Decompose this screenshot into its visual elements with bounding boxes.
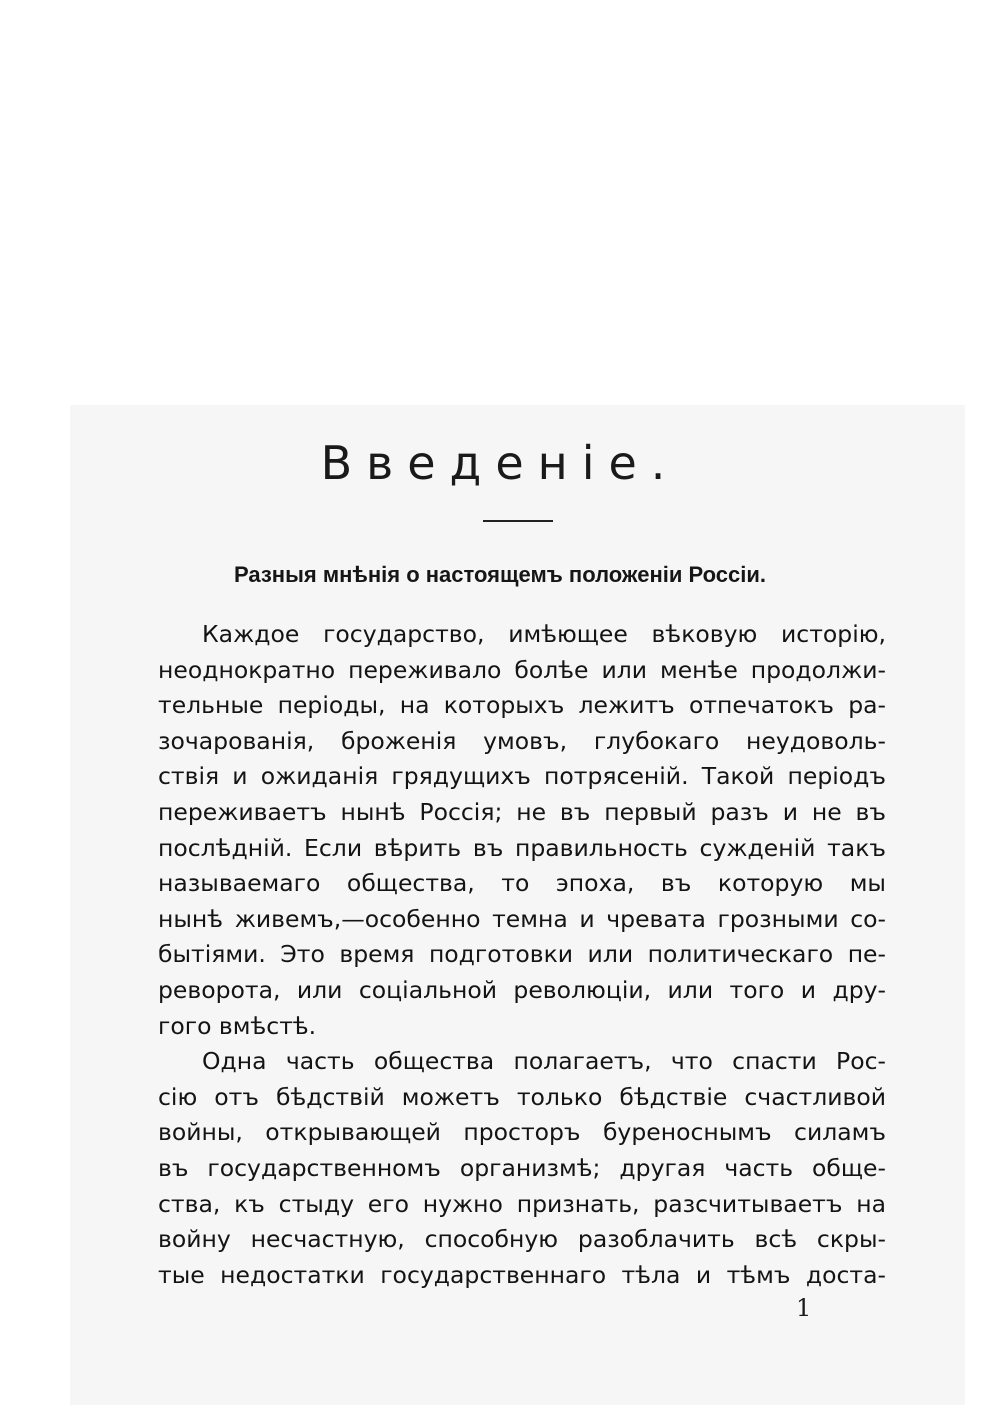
text-line: Каждое государство, имѣющее вѣковую исторію, [202, 620, 886, 648]
text-line: неоднократно переживало болѣе или менѣе продолжи- [158, 655, 886, 684]
title-divider [483, 520, 553, 522]
page-number: 1 [796, 1294, 812, 1322]
paragraph-2 [158, 1044, 886, 1293]
text-line: реворота, или соціальной революціи, или того и дру- [158, 975, 886, 1004]
text-line: гого вмѣстѣ. [158, 1011, 317, 1040]
chapter-title: Введеніе. [320, 436, 680, 490]
section-heading: Разныя мнѣнія о настоящемъ положеніи Россіи. [233, 562, 767, 587]
text-line: войну несчастную, способную разоблачить всѣ скры- [158, 1225, 886, 1254]
text-line: переживаетъ нынѣ Россія; не въ первый разъ и не въ [158, 797, 886, 826]
text-line: нынѣ живемъ,—особенно темна и чревата грозными со- [158, 904, 886, 933]
paragraph-1 [158, 617, 886, 1044]
text-line: войны, открывающей просторъ буреноснымъ силамъ [158, 1118, 886, 1147]
text-line: тые недостатки государственнаго тѣла и тѣмъ доста- [158, 1260, 886, 1289]
text-line: зочарованія, броженія умовъ, глубокаго неудоволь- [158, 726, 886, 755]
text-line: ства, къ стыду его нужно признать, разсчитываетъ на [158, 1189, 886, 1218]
text-line: ствія и ожиданія грядущихъ потрясеній. Такой періодъ [158, 762, 886, 791]
text-line: называемаго общества, то эпоха, въ которую мы [158, 869, 886, 898]
text-line: послѣдній. Если вѣрить въ правильность сужденій такъ [158, 833, 886, 862]
text-line: тельные періоды, на которыхъ лежитъ отпечатокъ ра- [158, 691, 886, 720]
text-line: въ государственномъ организмѣ; другая часть обще- [158, 1153, 886, 1182]
body-text [158, 617, 886, 1293]
text-line: сію отъ бѣдствій можетъ только бѣдствіе счастливой [158, 1082, 886, 1111]
text-line: бытіями. Это время подготовки или политическаго пе- [158, 940, 886, 969]
text-line: Одна часть общества полагаетъ, что спасти Рос- [202, 1047, 886, 1076]
